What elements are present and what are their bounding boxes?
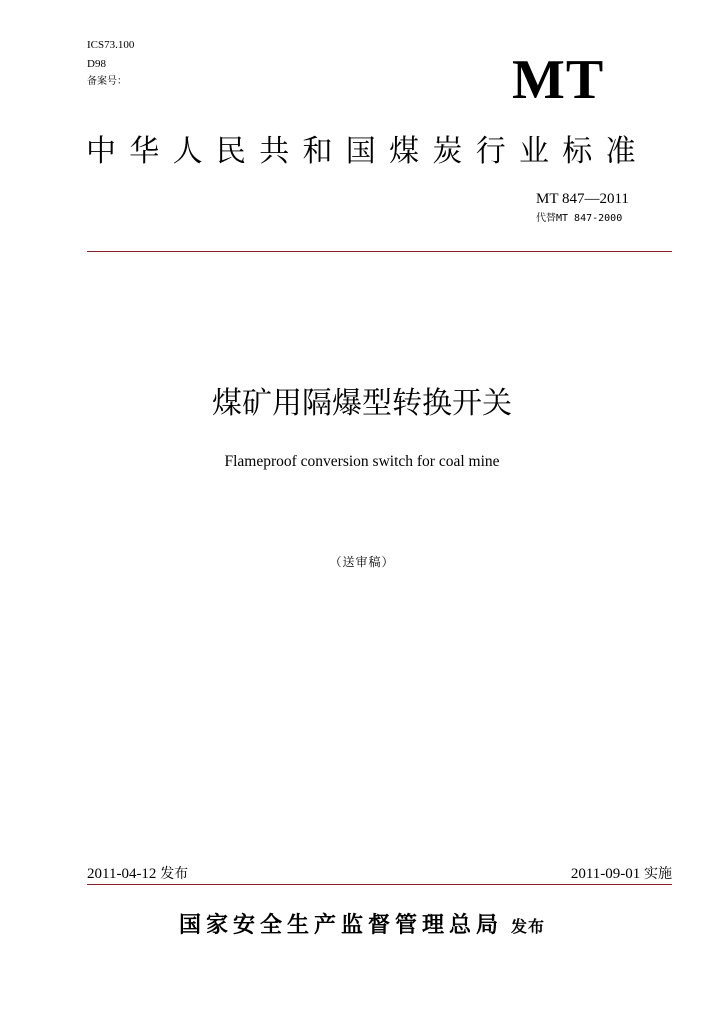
- ccs-code: D98: [87, 58, 106, 70]
- issue-date-line: [87, 864, 188, 884]
- implementation-label: 实施: [644, 866, 672, 882]
- standard-logo: MT: [512, 49, 605, 111]
- document-title-english: Flameproof conversion switch for coal mine: [224, 453, 500, 470]
- ics-code: ICS73.100: [87, 39, 135, 51]
- publisher-label: 发布: [511, 917, 546, 936]
- publisher-name: 国家安全生产监督管理总局: [178, 913, 503, 938]
- publisher-line: [0, 909, 724, 944]
- issue-date: 2011-04-12: [87, 866, 157, 882]
- filing-number: 备案号：: [87, 76, 127, 87]
- implementation-date-line: [571, 864, 672, 884]
- bottom-divider: [87, 884, 672, 885]
- draft-status: （送审稿）: [329, 555, 395, 569]
- top-divider: [87, 251, 672, 252]
- document-title-chinese: 煤矿用隔爆型转换开关: [212, 386, 512, 421]
- implementation-date: 2011-09-01: [570, 866, 641, 882]
- standard-number: MT 847—2011: [536, 191, 629, 207]
- issue-label: 发布: [160, 866, 189, 882]
- replaces-standard: 代替MT 847-2000: [536, 213, 623, 224]
- industry-standard-title: 中华人民共和国煤炭行业标准: [86, 134, 649, 169]
